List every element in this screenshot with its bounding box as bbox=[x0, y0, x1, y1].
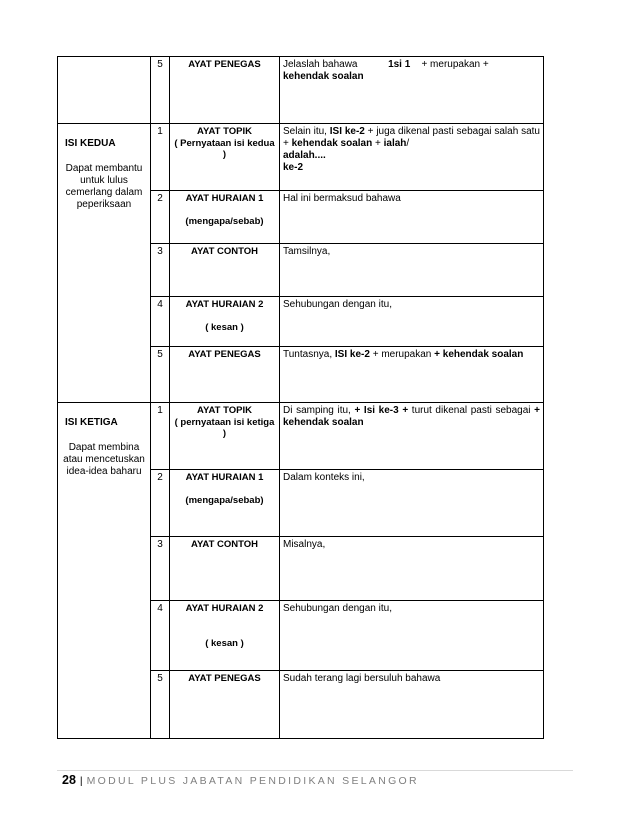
row-label-main: AYAT TOPIK bbox=[197, 126, 252, 137]
row-number: 2 bbox=[151, 470, 170, 537]
row-label-main: AYAT HURAIAN 1 bbox=[185, 472, 264, 483]
row-label-sub: ( kesan ) bbox=[205, 322, 244, 333]
text-part: + bbox=[372, 138, 384, 149]
text-part: + juga dikenal pasti sebagai salah satu + bbox=[283, 126, 540, 149]
row-text: Hal ini bermaksud bahawa bbox=[280, 191, 544, 244]
text-part-bold: ialah bbox=[383, 138, 407, 149]
row-label: AYAT PENEGAS bbox=[170, 347, 280, 403]
table-row bbox=[58, 57, 544, 124]
row-text: Sudah terang lagi bersuluh bahawa bbox=[280, 671, 544, 739]
row-label-main: AYAT HURAIAN 2 bbox=[185, 603, 264, 614]
text-part-bold: adalah.... bbox=[283, 150, 326, 161]
row-text bbox=[280, 124, 544, 191]
row-text: Sehubungan dengan itu, bbox=[280, 297, 544, 347]
section-cell-empty bbox=[58, 57, 151, 124]
row-number: 2 bbox=[151, 191, 170, 244]
row-text: Tamsilnya, bbox=[280, 244, 544, 297]
text-part: + merupakan + bbox=[421, 59, 489, 70]
page-footer bbox=[62, 773, 419, 787]
table-row bbox=[58, 403, 544, 470]
row-number: 5 bbox=[151, 57, 170, 124]
row-label bbox=[170, 403, 280, 470]
section-description: Dapat membina atau mencetuskan idea-idea baharu bbox=[63, 442, 145, 477]
text-part-bold: 1si 1 bbox=[388, 59, 411, 70]
row-label bbox=[170, 470, 280, 537]
row-text: Dalam konteks ini, bbox=[280, 470, 544, 537]
footer-separator: | bbox=[79, 775, 83, 787]
table-row bbox=[58, 124, 544, 191]
row-number: 3 bbox=[151, 244, 170, 297]
row-label: AYAT PENEGAS bbox=[170, 671, 280, 739]
row-number: 1 bbox=[151, 124, 170, 191]
text-part: Jelaslah bahawa bbox=[283, 59, 358, 70]
row-label bbox=[170, 297, 280, 347]
text-part: Selain itu, bbox=[283, 126, 330, 137]
row-text: Sehubungan dengan itu, bbox=[280, 601, 544, 671]
footer-title: MODUL PLUS JABATAN PENDIDIKAN SELANGOR bbox=[86, 775, 419, 787]
row-label: AYAT PENEGAS bbox=[170, 57, 280, 124]
row-label-main: AYAT TOPIK bbox=[197, 405, 252, 416]
text-part-bold: ISI ke-2 bbox=[329, 126, 365, 137]
row-number: 4 bbox=[151, 297, 170, 347]
section-isi-ketiga bbox=[58, 403, 151, 739]
page-number: 28 bbox=[62, 773, 76, 787]
text-part: + merupakan bbox=[369, 349, 435, 360]
text-part-bold: kehendak soalan bbox=[291, 138, 373, 149]
text-part: Di samping itu, bbox=[283, 405, 355, 416]
row-number: 1 bbox=[151, 403, 170, 470]
footer-divider bbox=[57, 770, 573, 771]
text-part-bold: ISI ke-2 bbox=[334, 349, 370, 360]
row-label bbox=[170, 601, 280, 671]
row-text: Misalnya, bbox=[280, 537, 544, 601]
row-label: AYAT CONTOH bbox=[170, 244, 280, 297]
text-part: / bbox=[406, 138, 410, 149]
text-part-bold: + kehendak soalan bbox=[283, 405, 540, 428]
row-number: 5 bbox=[151, 347, 170, 403]
section-title: ISI KETIGA bbox=[65, 417, 118, 428]
row-label: AYAT CONTOH bbox=[170, 537, 280, 601]
text-part: turut dikenal pasti sebagai bbox=[408, 405, 535, 416]
row-label-sub: ( pernyataan isi ketiga ) bbox=[174, 416, 275, 439]
row-label-main: AYAT HURAIAN 2 bbox=[185, 299, 264, 310]
row-text bbox=[280, 57, 544, 124]
row-label-sub: (mengapa/sebab) bbox=[185, 216, 264, 227]
text-part: Tuntasnya, bbox=[283, 349, 335, 360]
row-label-sub: (mengapa/sebab) bbox=[185, 495, 264, 506]
section-description: Dapat membantu untuk lulus cemerlang dalam peperiksaan bbox=[65, 163, 143, 210]
row-number: 5 bbox=[151, 671, 170, 739]
text-part-bold: kehendak soalan bbox=[283, 71, 364, 82]
text-part-bold: + Isi ke-3 + bbox=[354, 405, 409, 416]
row-label-main: AYAT HURAIAN 1 bbox=[185, 193, 264, 204]
text-part-bold: ke-2 bbox=[283, 162, 304, 173]
row-text bbox=[280, 403, 544, 470]
row-number: 3 bbox=[151, 537, 170, 601]
essay-structure-table bbox=[57, 56, 544, 739]
section-title: ISI KEDUA bbox=[65, 138, 116, 149]
row-label bbox=[170, 124, 280, 191]
row-number: 4 bbox=[151, 601, 170, 671]
row-text bbox=[280, 347, 544, 403]
row-label-sub: ( kesan ) bbox=[205, 637, 244, 649]
row-label-sub: ( Pernyataan isi kedua ) bbox=[174, 137, 275, 160]
row-label bbox=[170, 191, 280, 244]
section-isi-kedua bbox=[58, 124, 151, 403]
text-part-bold: + kehendak soalan bbox=[434, 349, 524, 360]
